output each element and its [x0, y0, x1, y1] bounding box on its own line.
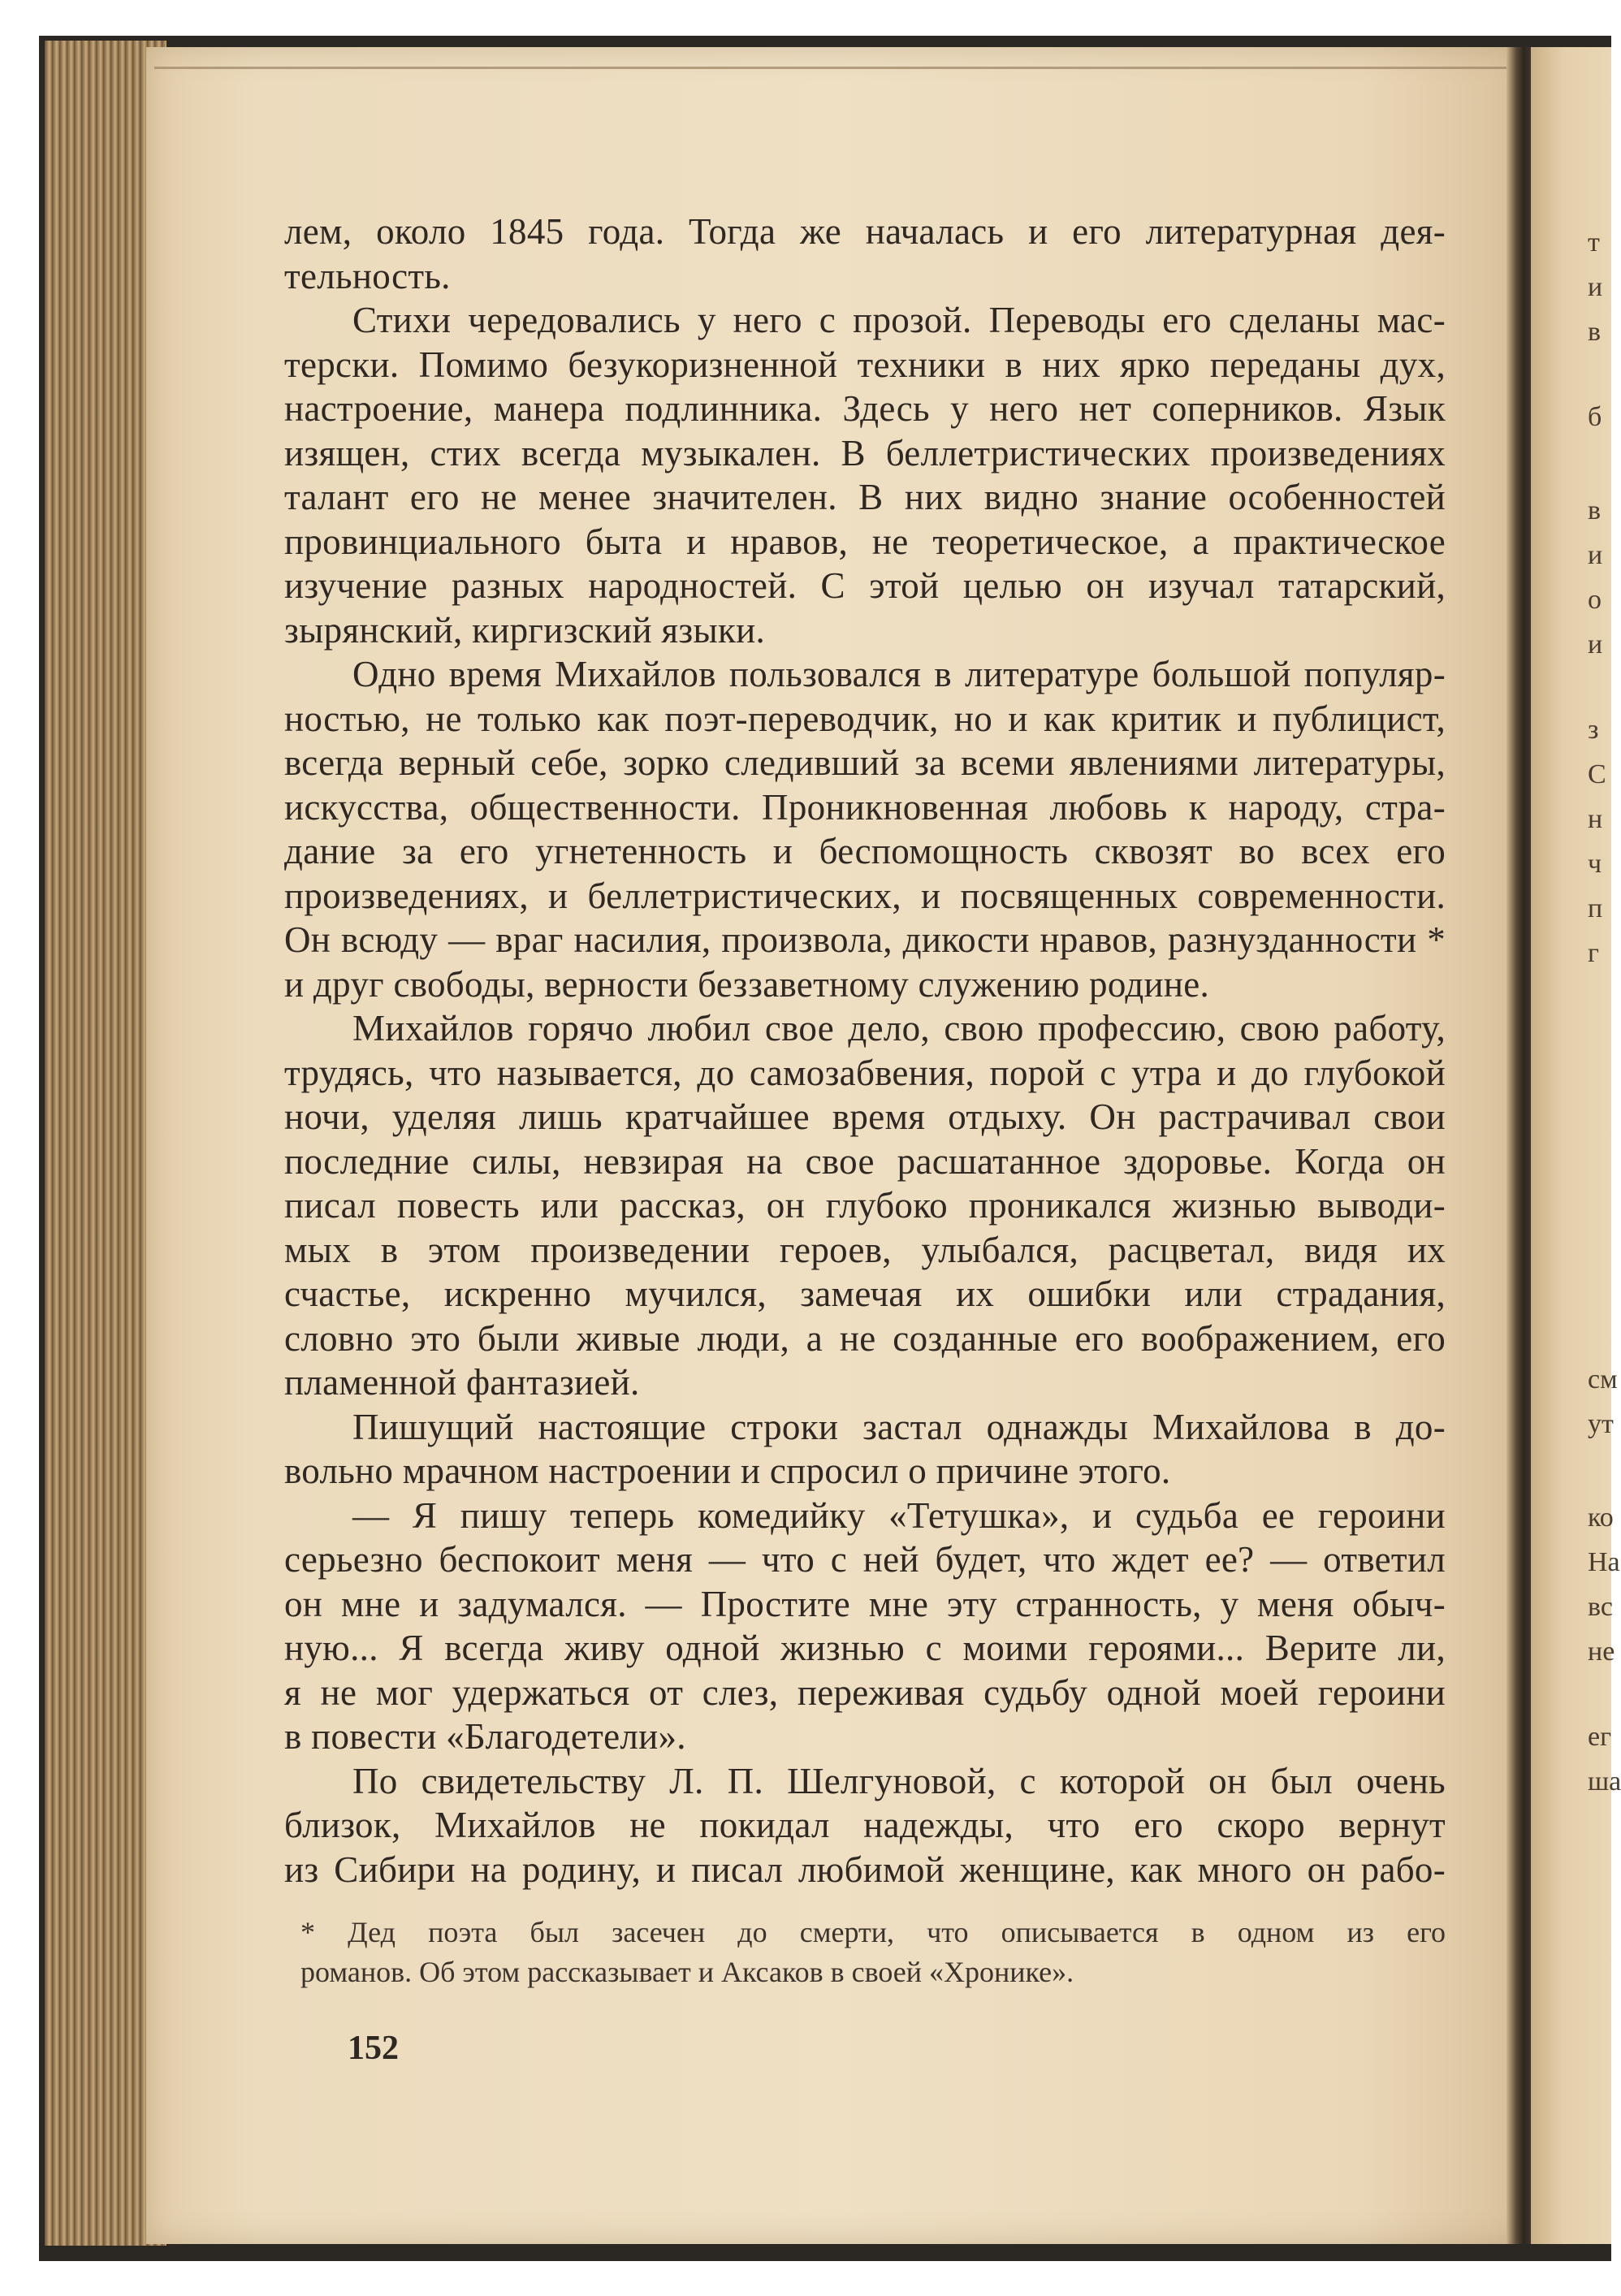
next-page-fragment: не [1588, 1637, 1615, 1667]
next-page-fragment: ег [1588, 1722, 1612, 1752]
next-page-fragment: и [1588, 272, 1603, 302]
next-page-fragment: н [1588, 804, 1603, 834]
book-gutter [1506, 47, 1531, 2244]
next-page-fragment: ут [1588, 1409, 1614, 1439]
text-line: искусства, общественности. Проникновенная любовь к народу, стра- [284, 786, 1446, 828]
text-line: ную... Я всегда живу одной жизнью с моими героями... Верите ли, [284, 1628, 1446, 1668]
next-page-fragment: ч [1588, 849, 1602, 879]
text-line: Он всюду — враг насилия, произвола, дикости нравов, разнузданности * [284, 919, 1446, 960]
text-line: последние силы, невзирая на свое расшатанное здоровье. Когда он [284, 1140, 1446, 1182]
text-line: ностью, не только как поэт-переводчик, но и как критик и публицист, [284, 698, 1446, 739]
page-number: 152 [348, 2030, 399, 2067]
text-line: близок, Михайлов не покидал надежды, что его скоро вернут [284, 1805, 1446, 1845]
next-page-fragment: см [1588, 1364, 1618, 1394]
text-line: изящен, стих всегда музыкален. В беллетристических произведениях [284, 432, 1446, 473]
next-page-fragment: т [1588, 227, 1600, 257]
body-text [284, 210, 1446, 1892]
text-line: мых в этом произведении героев, улыбался, расцветал, видя их [284, 1229, 1446, 1270]
next-page-fragment: ко [1588, 1503, 1614, 1533]
text-line: произведениях, и беллетристических, и посвященных современности. [284, 875, 1446, 916]
next-page-fragment: и [1588, 629, 1603, 659]
text-line: терски. Помимо безукоризненной техники в них ярко переданы дух, [284, 344, 1446, 385]
text-line: Пишущий настоящие строки застал однажды Михайлова в до- [352, 1406, 1446, 1447]
next-page-fragment: ша [1588, 1766, 1621, 1797]
text-line: всегда верный себе, зорко следивший за всеми явлениями литературы, [284, 742, 1446, 783]
text-line: из Сибири на родину, и писал любимой женщине, как много он рабо- [284, 1848, 1446, 1890]
text-line: словно это были живые люди, а не созданные его воображением, его [284, 1317, 1446, 1359]
next-page-fragment: На [1588, 1547, 1620, 1577]
next-page-fragment: п [1588, 893, 1603, 923]
text-line: талант его не менее значителен. В них видно знание особенностей [284, 477, 1446, 517]
text-line: изучение разных народностей. С этой целью он изучал татарский, [284, 565, 1446, 606]
text-line: — Я пишу теперь комедийку «Тетушка», и судьба ее героини [352, 1494, 1446, 1536]
text-line: По свидетельству Л. П. Шелгуновой, с которой он был очень [352, 1760, 1446, 1801]
text-line: зырянский, киргизский языки. [284, 609, 766, 651]
footnote [300, 1913, 1446, 1992]
next-page-fragment: б [1588, 402, 1602, 432]
text-line: я не мог удержаться от слез, переживая судьбу одной моей героини [284, 1671, 1446, 1713]
text-line: Одно время Михайлов пользовался в литературе большой популяр- [352, 654, 1446, 694]
text-line: Стихи чередовались у него с прозой. Переводы его сделаны мас- [352, 300, 1446, 340]
next-page-fragment: з [1588, 715, 1599, 745]
next-page-fragment: о [1588, 585, 1602, 615]
next-page-fragment: г [1588, 938, 1599, 968]
next-page-fragment: и [1588, 540, 1603, 570]
text-line: Михайлов горячо любил свое дело, свою профессию, свою работу, [352, 1008, 1446, 1049]
next-page-fragment: в [1588, 317, 1602, 347]
text-line: в повести «Благодетели». [284, 1716, 686, 1757]
text-line: лем, около 1845 года. Тогда же началась и его литературная дея- [284, 211, 1446, 252]
next-page-fragment: в [1588, 495, 1602, 525]
footnote-line: * Дед поэта был засечен до смерти, что описывается в одном из его [300, 1916, 1446, 1948]
text-line: счастье, искренно мучился, замечая их ошибки или страдания, [284, 1273, 1446, 1314]
text-line: тельность. [284, 255, 451, 296]
next-page-fragment: вс [1588, 1592, 1613, 1622]
text-line: писал повесть или рассказ, он глубоко проникался жизнью выводи- [284, 1185, 1446, 1226]
text-line: настроение, манера подлинника. Здесь у него нет соперников. Язык [284, 388, 1446, 429]
text-line: ночи, уделяя лишь кратчайшее время отдыху. Он растрачивал свои [284, 1096, 1446, 1137]
text-line: провинциального быта и нравов, не теоретическое, а практическое [284, 521, 1446, 562]
top-rule [154, 67, 1519, 69]
next-page-edge [1531, 47, 1621, 2244]
text-line: он мне и задумался. — Простите мне эту странность, у меня обыч- [284, 1583, 1446, 1624]
text-line: дание за его угнетенность и беспомощность сквозят во всех его [284, 831, 1446, 871]
text-line: вольно мрачном настроении и спросил о причине этого. [284, 1451, 1171, 1491]
text-line: серьезно беспокоит меня — что с ней будет, что ждет ее? — ответил [284, 1539, 1446, 1580]
text-line: трудясь, что называется, до самозабвения, порой с утра и до глубокой [284, 1052, 1446, 1093]
next-page-fragment: С [1588, 759, 1606, 789]
text-line: и друг свободы, верности беззаветному служению родине. [284, 963, 1210, 1005]
text-line: пламенной фантазией. [284, 1362, 640, 1403]
footnote-line: романов. Об этом рассказывает и Аксаков в своей «Хронике». [300, 1956, 1074, 1988]
